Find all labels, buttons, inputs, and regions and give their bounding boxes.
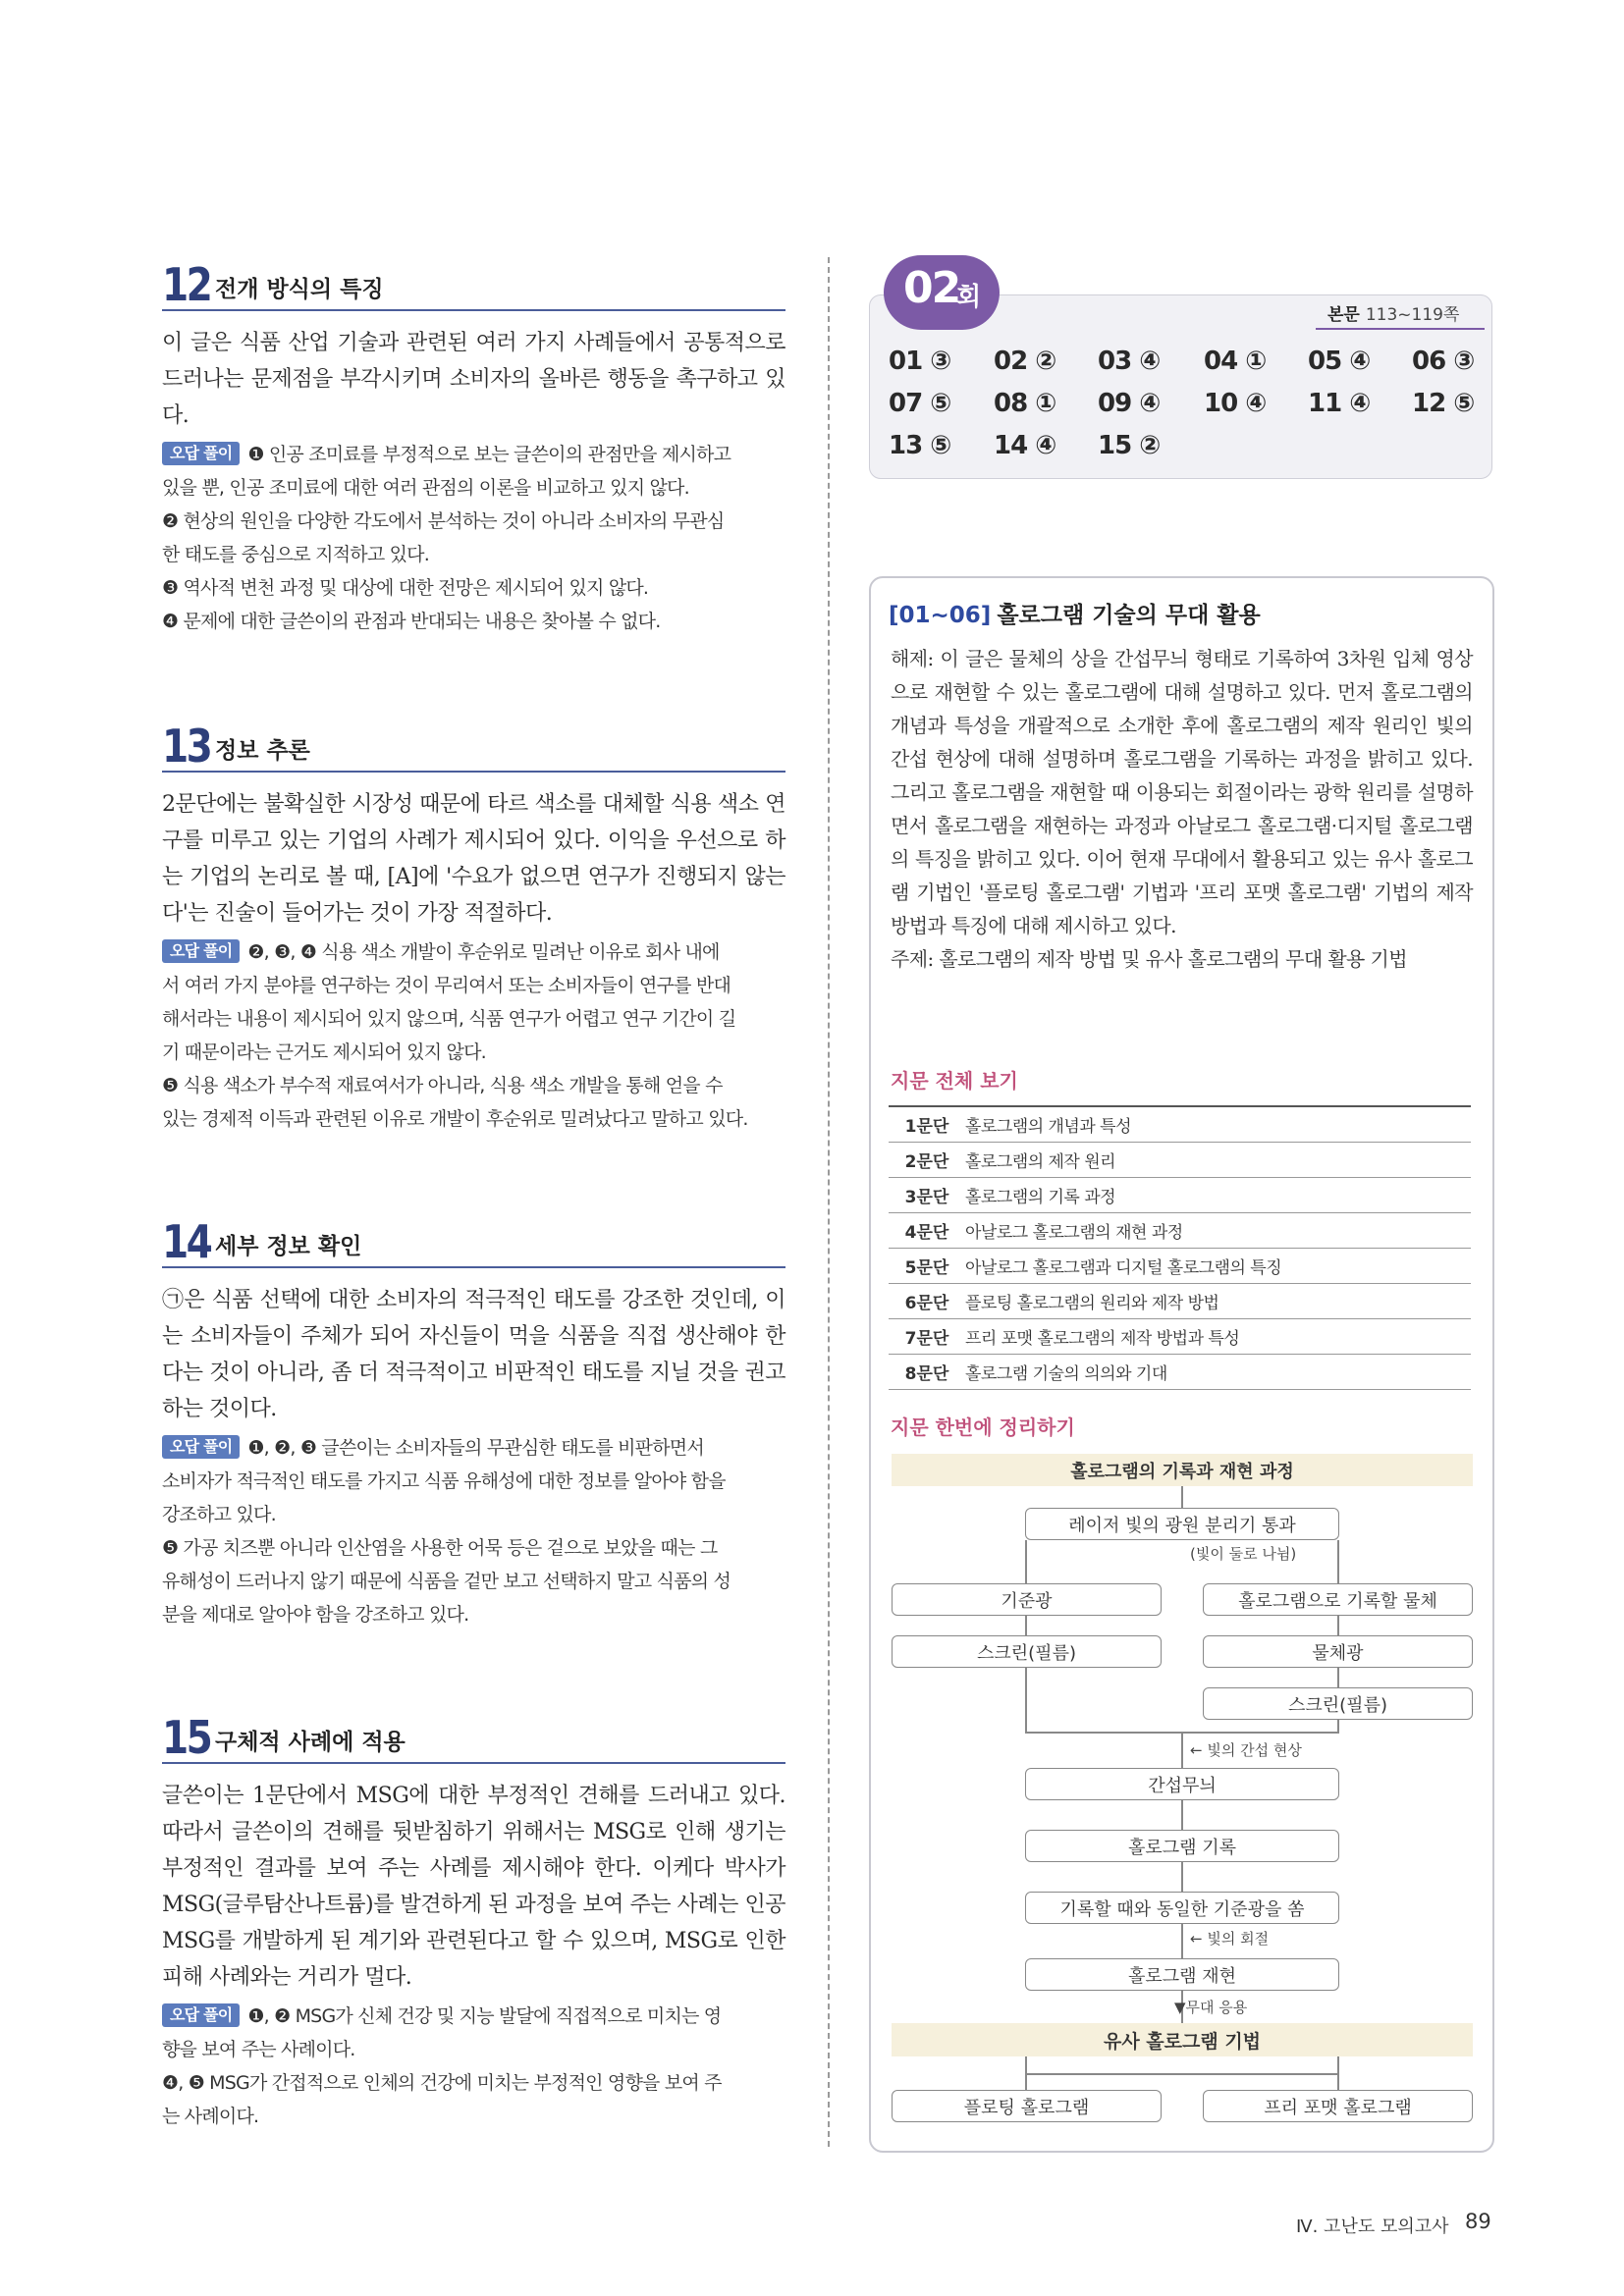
section-number: 12 xyxy=(162,258,211,311)
section-12-header xyxy=(162,250,785,311)
object-target-box: 홀로그램으로 기록할 물체 xyxy=(1203,1583,1473,1616)
explanation-line: ❶, ❷ MSG가 신체 건강 및 지능 발달에 직접적으로 미치는 영 xyxy=(247,2005,722,2027)
table-row xyxy=(889,1319,1471,1355)
explanation-line: ❶, ❷, ❸ 글쓴이는 소비자들의 무관심한 태도를 비판하면서 xyxy=(247,1437,704,1459)
explanation-line: 있을 뿐, 인공 조미료에 대한 여러 관점의 이론을 비교하고 있지 않다. xyxy=(162,477,689,499)
flow-connector xyxy=(1181,1732,1183,1768)
section-14 xyxy=(162,1207,785,1631)
paragraph-number: 4문단 xyxy=(904,1223,949,1243)
flow-connector xyxy=(1025,1616,1027,1635)
explanation-line: 있는 경제적 이득과 관련된 이유로 개발이 후순위로 밀려났다고 말하고 있다. xyxy=(162,1108,748,1130)
passage-title xyxy=(889,597,1261,629)
paragraph-desc: 홀로그램의 기록 과정 xyxy=(965,1188,1116,1207)
page-range-value: 113~119쪽 xyxy=(1365,305,1460,325)
explanation-line: 는 사례이다. xyxy=(162,2106,259,2127)
section-title: 정보 추론 xyxy=(215,738,310,764)
paragraph-number: 6문단 xyxy=(904,1294,949,1313)
explanation-line: ❺ 식용 색소가 부수적 재료여서가 아니라, 식용 색소 개발을 통해 얻을 수 xyxy=(162,1075,723,1096)
paragraph-desc: 홀로그램의 개념과 특성 xyxy=(965,1117,1132,1137)
object-light-box: 물체광 xyxy=(1203,1635,1473,1668)
answer-item: 10 ④ xyxy=(1204,389,1267,418)
paragraph-number: 1문단 xyxy=(904,1117,949,1137)
reference-light-box: 기준광 xyxy=(892,1583,1162,1616)
wrong-answer-explanation xyxy=(162,438,785,638)
flow-connector xyxy=(1025,2073,1339,2075)
paragraph-desc: 홀로그램 기술의 의의와 기대 xyxy=(965,1364,1167,1384)
explanation-line: ❹, ❺ MSG가 간접적으로 인체의 건강에 미치는 부정적인 영향을 보여 주 xyxy=(162,2072,722,2094)
flow-connector xyxy=(1181,1800,1183,1830)
floating-box: 플로팅 홀로그램 xyxy=(892,2090,1162,2122)
table-row xyxy=(889,1355,1471,1390)
section-body: 2문단에는 불확실한 시장성 때문에 타르 색소를 대체할 식용 색소 연구를 미루고 있는 기업의 사례가 제시되어 있다. 이익을 우선으로 하는 기업의 논리로 볼 때, [A]에 '수요가 없으면 연구가 진행되지 않는다'는 진술이 들어가는 것이 가장 적절하다. xyxy=(162,792,785,926)
explanation-line: 유해성이 드러나지 않기 때문에 식품을 겉만 보고 선택하지 말고 식품의 성 xyxy=(162,1571,731,1592)
page-range xyxy=(1327,300,1459,325)
answer-item: 15 ② xyxy=(1098,431,1161,460)
free-format-box: 프리 포맷 홀로그램 xyxy=(1203,2090,1473,2122)
section-title: 세부 정보 확인 xyxy=(215,1234,362,1259)
section-body: 이 글은 식품 산업 기술과 관련된 여러 가지 사례들에서 공통적으로 드러나는 문제점을 부각시키며 소비자의 올바른 행동을 촉구하고 있다. xyxy=(162,331,785,428)
wrong-answer-badge: 오답 풀이 xyxy=(162,939,240,963)
table-row xyxy=(889,1213,1471,1249)
footer-chapter: Ⅳ. 고난도 모의고사 xyxy=(1296,2216,1449,2237)
passage-haeje: 해제: 이 글은 물체의 상을 간섭무늬 형태로 기록하여 3차원 입체 영상으로 재현할 수 있는 홀로그램에 대해 설명하고 있다. 먼저 홀로그램의 개념과 특성을 개괄적으로 소개한 후에 홀로그램의 제작 원리인 빛의 간섭 현상에 대해 설명하며 홀로그램을 기록하는 과정을 밝히고 있다. 그리고 홀로그램을 재현할 때 이용되는 회절이라는 광학 원리를 설명하면서 홀로그램을 재현하는 과정과 아날로그 홀로그램·디지털 홀로그램의 특징을 밝히고 있다. 이어 현재 무대에서 활용되고 있는 유사 홀로그램 기법인 '플로팅 홀로그램' 기법과 '프리 포맷 홀로그램' 기법의 제작 방법과 특징에 대해 제시하고 있다. xyxy=(891,647,1473,937)
fringe-box: 간섭무늬 xyxy=(1025,1768,1339,1800)
paragraph-number: 3문단 xyxy=(904,1188,949,1207)
paragraph-desc: 아날로그 홀로그램의 재현 과정 xyxy=(965,1223,1183,1243)
wrong-answer-badge: 오답 풀이 xyxy=(162,2003,240,2027)
screen-right-box: 스크린(필름) xyxy=(1203,1687,1473,1720)
paragraph-table xyxy=(889,1105,1471,1390)
flow-title: 홀로그램의 기록과 재현 과정 xyxy=(892,1454,1473,1486)
explanation-line: 서 여러 가지 분야를 연구하는 것이 무리여서 또는 소비자들이 연구를 반대 xyxy=(162,975,731,996)
explanation-line: 향을 보여 주는 사례이다. xyxy=(162,2039,355,2060)
section-13-header xyxy=(162,712,785,773)
apply-note-text: 무대 응용 xyxy=(1185,1999,1248,2016)
paragraph-number: 2문단 xyxy=(904,1152,949,1172)
explanation-line: ❷, ❸, ❹ 식용 색소 개발이 후순위로 밀려난 이유로 회사 내에 xyxy=(247,941,720,963)
section-body: 글쓴이는 1문단에서 MSG에 대한 부정적인 견해를 드러내고 있다. 따라서 글쓴이의 견해를 뒷받침하기 위해서는 MSG로 인해 생기는 부정적인 결과를 보여 주는 사례를 제시해야 한다. 이케다 박사가 MSG(글루탐산나트륨)를 발견하게 된 과정을 보여 주는 사례는 인공 MSG를 개발하게 된 계기와 관련된다고 할 수 있으며, MSG로 인한 피해 사례와는 거리가 멀다. xyxy=(162,1784,785,1990)
answer-item: 06 ③ xyxy=(1412,347,1475,376)
screen-left-box: 스크린(필름) xyxy=(892,1635,1162,1668)
summary-label: 지문 한번에 정리하기 xyxy=(891,1415,1075,1439)
round-badge xyxy=(884,255,1000,330)
explanation-line: 분을 제대로 알아야 함을 강조하고 있다. xyxy=(162,1604,469,1626)
section-15 xyxy=(162,1703,785,2133)
flow-connector xyxy=(1337,1668,1339,1687)
explanation-line: ❷ 현상의 원인을 다양한 각도에서 분석하는 것이 아니라 소비자의 무관심 xyxy=(162,510,725,532)
section-12 xyxy=(162,250,785,638)
explanation-line: ❶ 인공 조미료를 부정적으로 보는 글쓴이의 관점만을 제시하고 xyxy=(247,444,731,465)
section-number: 15 xyxy=(162,1711,211,1764)
flow-connector xyxy=(1025,1540,1027,1583)
explanation-line: ❺ 가공 치즈뿐 아니라 인산염을 사용한 어묵 등은 겉으로 보았을 때는 그 xyxy=(162,1537,718,1559)
flow-connector xyxy=(1181,1924,1183,1958)
explanation-line: 한 태도를 중심으로 지적하고 있다. xyxy=(162,544,429,565)
table-row xyxy=(889,1143,1471,1178)
section-15-header xyxy=(162,1703,785,1764)
answer-item: 08 ① xyxy=(994,389,1056,418)
explanation-line: 해서라는 내용이 제시되어 있지 않으며, 식품 연구가 어렵고 연구 기간이 길 xyxy=(162,1008,736,1030)
explanation-line: ❹ 문제에 대한 글쓴이의 관점과 반대되는 내용은 찾아볼 수 없다. xyxy=(162,611,661,632)
diffraction-note: ← 빛의 회절 xyxy=(1190,1930,1270,1948)
laser-box: 레이저 빛의 광원 분리기 통과 xyxy=(1025,1508,1339,1540)
flow-connector xyxy=(1337,1540,1339,1583)
explanation-line: ❸ 역사적 변천 과정 및 대상에 대한 전망은 제시되어 있지 않다. xyxy=(162,577,649,599)
section-number: 14 xyxy=(162,1215,211,1268)
column-divider xyxy=(828,257,830,2147)
answer-item: 05 ④ xyxy=(1308,347,1371,376)
table-row xyxy=(889,1107,1471,1143)
answer-item: 01 ③ xyxy=(889,347,951,376)
round-number: 02 xyxy=(903,263,960,313)
answer-item: 13 ⑤ xyxy=(889,431,951,460)
passage-title-text: 홀로그램 기술의 무대 활용 xyxy=(997,603,1261,628)
same-ref-box: 기록할 때와 동일한 기준광을 쏨 xyxy=(1025,1892,1339,1924)
full-passage-label: 지문 전체 보기 xyxy=(891,1069,1018,1093)
table-row xyxy=(889,1249,1471,1284)
method-bar: 유사 홀로그램 기법 xyxy=(892,2023,1473,2056)
paragraph-desc: 프리 포맷 홀로그램의 제작 방법과 특성 xyxy=(965,1329,1240,1349)
answer-item: 09 ④ xyxy=(1098,389,1161,418)
flow-connector xyxy=(1337,1616,1339,1635)
table-row xyxy=(889,1284,1471,1319)
page-range-underline xyxy=(1316,328,1485,330)
explanation-line: 소비자가 적극적인 태도를 가지고 식품 유해성에 대한 정보를 알아야 함을 xyxy=(162,1470,726,1492)
flow-connector xyxy=(1181,1862,1183,1892)
section-title: 전개 방식의 특징 xyxy=(215,277,384,302)
split-note: (빛이 둘로 나뉨) xyxy=(1190,1545,1297,1563)
section-14-header xyxy=(162,1207,785,1268)
answer-item: 14 ④ xyxy=(994,431,1056,460)
passage-juje: 주제: 홀로그램의 제작 방법 및 유사 홀로그램의 무대 활용 기법 xyxy=(891,947,1407,971)
round-suffix: 회 xyxy=(956,283,982,312)
table-row xyxy=(889,1178,1471,1213)
answer-item: 02 ② xyxy=(994,347,1056,376)
wrong-answer-explanation xyxy=(162,935,785,1136)
explanation-line: 강조하고 있다. xyxy=(162,1504,276,1525)
wrong-answer-explanation xyxy=(162,1431,785,1631)
answer-item: 07 ⑤ xyxy=(889,389,951,418)
interference-note: ← 빛의 간섭 현상 xyxy=(1190,1741,1302,1759)
paragraph-number: 8문단 xyxy=(904,1364,949,1384)
flow-connector xyxy=(1181,1486,1183,1508)
answer-item: 04 ① xyxy=(1204,347,1267,376)
answer-item: 03 ④ xyxy=(1098,347,1161,376)
section-13 xyxy=(162,712,785,1136)
wrong-answer-badge: 오답 풀이 xyxy=(162,1435,240,1459)
record-box: 홀로그램 기록 xyxy=(1025,1830,1339,1862)
wrong-answer-badge: 오답 풀이 xyxy=(162,442,240,465)
page-range-label: 본문 xyxy=(1327,305,1360,325)
wrong-answer-explanation xyxy=(162,2000,785,2133)
page-number: 89 xyxy=(1465,2210,1491,2233)
paragraph-desc: 플로팅 홀로그램의 원리와 제작 방법 xyxy=(965,1294,1219,1313)
passage-range: [01~06] xyxy=(889,603,992,628)
reproduce-box: 홀로그램 재현 xyxy=(1025,1958,1339,1991)
paragraph-number: 7문단 xyxy=(904,1329,949,1349)
answer-item: 12 ⑤ xyxy=(1412,389,1475,418)
section-number: 13 xyxy=(162,720,211,773)
section-title: 구체적 사례에 적용 xyxy=(215,1730,406,1755)
explanation-line: 기 때문이라는 근거도 제시되어 있지 않다. xyxy=(162,1041,486,1063)
paragraph-desc: 홀로그램의 제작 원리 xyxy=(965,1152,1116,1172)
flow-connector xyxy=(1025,1668,1027,1733)
apply-note: ▼무대 응용 xyxy=(1174,1999,1248,2016)
answer-item: 11 ④ xyxy=(1308,389,1371,418)
section-body: ㉠은 식품 선택에 대한 소비자의 적극적인 태도를 강조한 것인데, 이는 소비자들이 주체가 되어 자신들이 먹을 식품을 직접 생산해야 한다는 것이 아니라, 좀 더 적극적이고 비판적인 태도를 지닐 것을 권고하는 것이다. xyxy=(162,1288,785,1421)
paragraph-desc: 아날로그 홀로그램과 디지털 홀로그램의 특징 xyxy=(965,1258,1282,1278)
paragraph-number: 5문단 xyxy=(904,1258,949,1278)
passage-summary xyxy=(891,642,1473,976)
